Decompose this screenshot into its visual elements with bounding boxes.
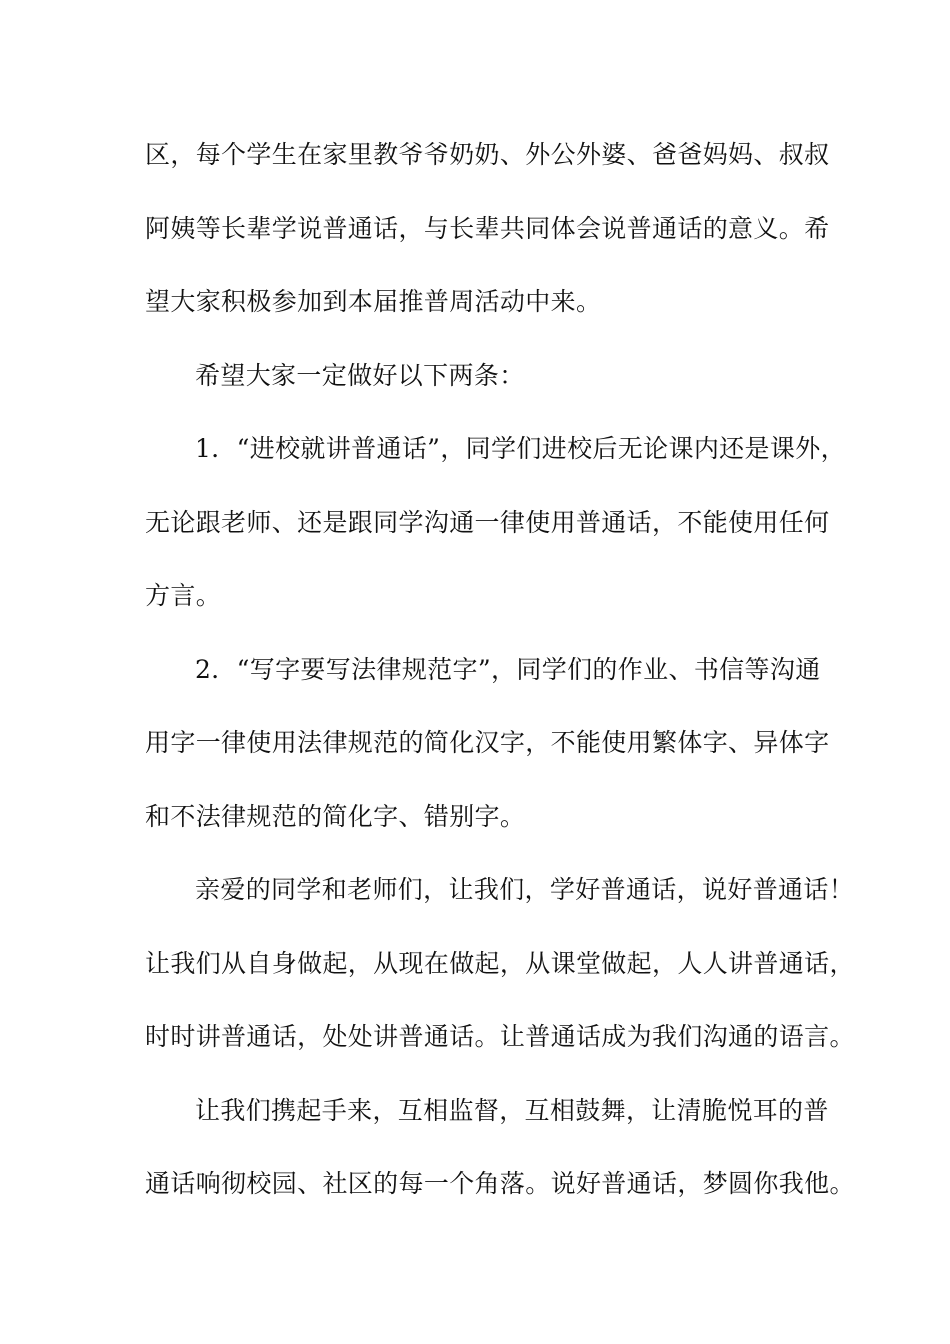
paragraph-closing bbox=[145, 1074, 855, 1221]
paragraph-item-1 bbox=[145, 412, 846, 633]
text-line: 望大家积极参加到本届推普周活动中来。 bbox=[145, 287, 602, 316]
text-line: 通话响彻校园、社区的每一个角落。说好普通话，梦圆你我他。 bbox=[145, 1169, 855, 1198]
text-line: 和不法律规范的简化字、错别字。 bbox=[145, 801, 526, 831]
text-line: 无论跟老师、还是跟同学沟通一律使用普通话，不能使用任何 bbox=[145, 507, 830, 537]
text-line: 区，每个学生在家里教爷爷奶奶、外公外婆、爸爸妈妈、叔叔 bbox=[145, 140, 830, 169]
text-line: 让我们携起手来，互相监督，互相鼓舞，让清脆悦耳的普 bbox=[195, 1095, 829, 1125]
paragraph-appeal bbox=[145, 853, 855, 1074]
text-line: 方言。 bbox=[145, 581, 222, 610]
text-line: 时时讲普通话，处处讲普通话。让普通话成为我们沟通的语言。 bbox=[145, 1022, 855, 1051]
text-line: 阿姨等长辈学说普通话，与长辈共同体会说普通话的意义。希 bbox=[145, 213, 830, 243]
paragraph-intro bbox=[145, 339, 810, 413]
paragraph-item-2 bbox=[145, 633, 830, 854]
document-body bbox=[145, 118, 855, 1221]
text-line: 1．“进校就讲普通话”，同学们进校后无论课内还是课外， bbox=[195, 434, 846, 463]
text-line: 让我们从自身做起，从现在做起，从课堂做起，人人讲普通话， bbox=[145, 948, 855, 978]
paragraph-continuation bbox=[145, 118, 830, 339]
text-line: 用字一律使用法律规范的简化汉字，不能使用繁体字、异体字 bbox=[145, 728, 830, 757]
text-line: 希望大家一定做好以下两条： bbox=[195, 360, 525, 390]
text-line: 2．“写字要写法律规范字”，同学们的作业、书信等沟通 bbox=[195, 654, 821, 684]
text-line: 亲爱的同学和老师们，让我们，学好普通话，说好普通话！ bbox=[195, 875, 855, 904]
